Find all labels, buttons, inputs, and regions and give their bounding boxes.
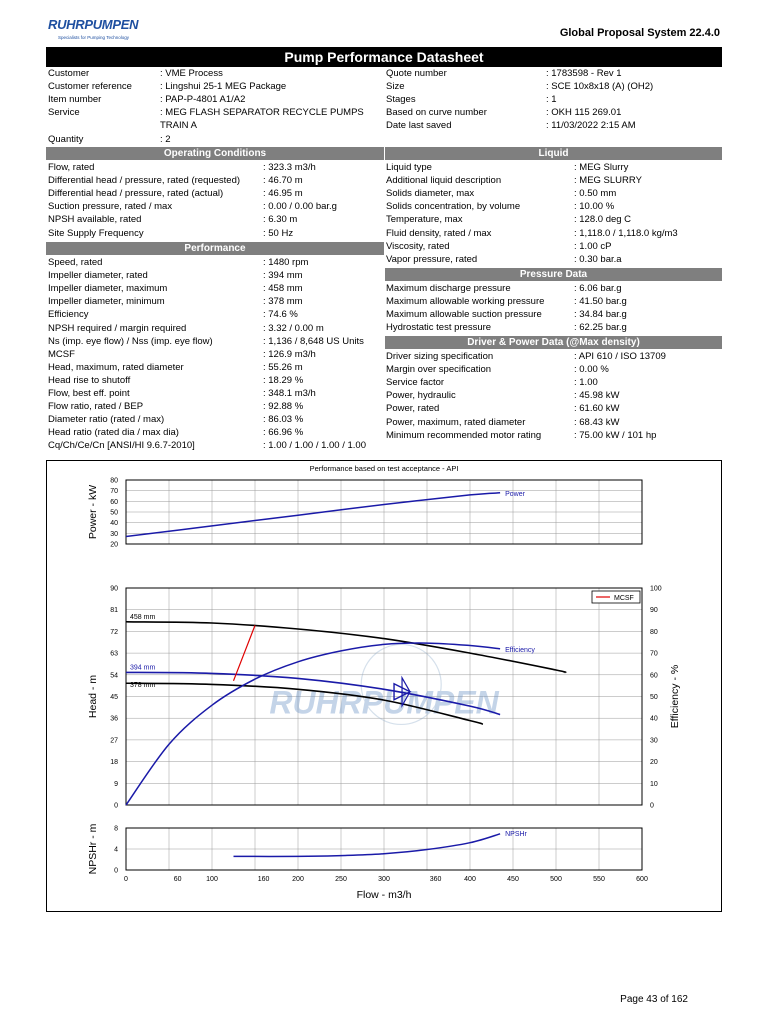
performance-value: : 1,136 / 8,648 US Units [263,335,364,347]
diameter-label: 394 mm [130,664,156,672]
liquid-value: : 1,118.0 / 1,118.0 kg/m3 [574,227,678,239]
npshr-panel-y-tick: 4 [114,846,118,854]
diameter-label: 378 mm [130,682,156,690]
driver-value: : 61.60 kW [574,403,620,415]
pressure-value: : 34.84 bar.g [574,309,627,321]
head-panel-y-tick: 36 [110,715,118,723]
pressure-label: Maximum discharge pressure [386,283,511,294]
section-driver-power: Driver & Power Data (@Max density) [385,336,722,349]
section-pressure-data: Pressure Data [385,268,722,281]
power-panel-y-tick: 60 [110,498,118,506]
performance-label: Cq/Ch/Ce/Cn [ANSI/HI 9.6.7-2010] [48,440,195,452]
driver-value: : 1.00 [574,377,598,389]
liquid-label: Fluid density, rated / max [386,227,492,239]
pressure-value: : 41.50 bar.g [574,296,627,308]
performance-value: : 458 mm [263,283,303,295]
head-panel-y-tick: 27 [110,737,118,745]
section-performance: Performance [46,242,384,255]
head-panel-y-tick: 90 [110,585,118,593]
efficiency-y-tick: 10 [650,780,658,788]
efficiency-y-label: Efficiency - % [669,664,681,729]
performance-value: : 378 mm [263,296,303,308]
operating-label: Site Supply Frequency [48,227,144,239]
power-panel-y-tick: 80 [110,477,118,485]
liquid-label: Solids concentration, by volume [386,201,521,213]
general-right-value: : SCE 10x8x18 (A) (OH2) [546,81,654,93]
general-left-label: Customer reference [48,81,132,93]
liquid-label: Solids diameter, max [386,188,475,200]
performance-value: : 126.9 m3/h [263,348,316,360]
efficiency-y-tick: 70 [650,650,658,658]
performance-label: Flow, best eff. point [48,388,130,399]
general-right-value: : OKH 115 269.01 [546,107,622,119]
efficiency-curve [126,643,500,805]
general-right-label: Based on curve number [386,107,487,119]
liquid-label: Liquid type [386,162,432,173]
pressure-label: Maximum allowable working pressure [386,296,545,308]
driver-label: Margin over specification [386,364,492,376]
x-tick: 200 [292,876,304,883]
driver-label: Minimum recommended motor rating [386,429,542,441]
head-curve-458mm [126,622,566,673]
power-panel-y-tick: 70 [110,488,118,496]
general-left-value: : PAP-P-4801 A1/A2 [160,94,246,106]
x-tick: 300 [378,876,390,883]
operating-value: : 46.95 m [263,188,303,200]
x-tick: 600 [636,876,648,883]
power-panel-y-tick: 30 [110,530,118,538]
pressure-label: Maximum allowable suction pressure [386,309,542,321]
npshr-curve-label: NPSHr [505,830,527,838]
datasheet-title: Pump Performance Datasheet [46,47,722,67]
pressure-value: : 62.25 bar.g [574,322,627,334]
driver-value: : API 610 / ISO 13709 [574,351,666,362]
head-panel-y-tick: 9 [114,780,118,788]
head-panel-y-tick: 63 [110,650,118,658]
general-right-label: Date last saved [386,120,452,132]
npshr-panel-y-tick: 8 [114,825,118,833]
performance-value: : 394 mm [263,270,303,282]
operating-label: Flow, rated [48,162,95,173]
driver-value: : 45.98 kW [574,390,620,402]
head-panel-y-label: Head - m [87,674,99,719]
x-tick: 0 [124,876,128,883]
pressure-value: : 6.06 bar.g [574,283,622,294]
performance-value: : 55.26 m [263,361,303,373]
power-curve-label: Power [505,490,525,498]
general-right-value: : 1 [546,94,557,106]
efficiency-y-tick: 100 [650,585,662,593]
efficiency-y-tick: 50 [650,694,658,701]
performance-value: : 348.1 m3/h [263,388,316,399]
efficiency-y-tick: 60 [650,672,658,680]
head-panel-y-tick: 0 [114,802,118,810]
performance-label: Ns (imp. eye flow) / Nss (imp. eye flow) [48,335,213,347]
head-panel-y-tick: 18 [110,759,118,767]
performance-value: : 66.96 % [263,427,304,439]
liquid-label: Vapor pressure, rated [386,253,478,265]
liquid-label: Additional liquid description [386,175,502,187]
performance-label: NPSH required / margin required [48,322,187,334]
legend-label-mcsf: MCSF [614,595,634,602]
performance-label: Impeller diameter, rated [48,270,148,282]
performance-chart [46,460,722,912]
performance-value: : 3.32 / 0.00 m [263,322,324,334]
system-version: Global Proposal System 22.4.0 [559,27,720,39]
performance-value: : 1.00 / 1.00 / 1.00 / 1.00 [263,440,366,452]
diameter-label: 458 mm [130,613,156,621]
driver-label: Service factor [386,377,445,389]
efficiency-y-tick: 0 [650,802,654,810]
general-right-value: : 11/03/2022 2:15 AM [546,120,636,132]
liquid-value: : 10.00 % [574,201,615,213]
general-left-value: : VME Process [160,68,223,79]
head-panel-y-tick: 81 [110,607,118,615]
general-right-value: : 1783598 - Rev 1 [546,68,622,79]
x-axis-label: Flow - m3/h [356,889,412,901]
power-panel-y-tick: 20 [110,541,118,549]
general-left-value: : 2 [160,133,171,145]
efficiency-y-tick: 80 [650,628,658,636]
performance-value: : 1480 rpm [263,257,309,268]
company-logo [48,17,178,47]
general-left-label: Customer [48,68,90,79]
efficiency-curve-label: Efficiency [505,646,535,654]
x-tick: 550 [593,876,605,883]
npshr-panel-y-tick: 0 [114,867,118,875]
x-tick: 500 [550,876,562,883]
operating-label: Differential head / pressure, rated (actual) [48,188,224,200]
liquid-value: : MEG Slurry [574,162,629,173]
general-left-value: : MEG FLASH SEPARATOR RECYCLE PUMPS [160,107,364,119]
liquid-value: : 1.00 cP [574,240,612,252]
head-panel-y-tick: 72 [110,628,118,636]
operating-value: : 6.30 m [263,214,298,226]
operating-label: Differential head / pressure, rated (requested) [48,175,241,187]
section-liquid: Liquid [385,147,722,160]
general-right-label: Quote number [386,68,447,79]
performance-label: Flow ratio, rated / BEP [48,401,144,413]
power-curve [126,493,500,537]
driver-label: Driver sizing specification [386,351,494,362]
liquid-value: : 0.50 mm [574,188,617,200]
pressure-label: Hydrostatic test pressure [386,322,492,334]
x-tick: 100 [206,876,218,883]
page-number: Page 43 of 162 [620,994,688,1005]
general-left-label: Quantity [48,133,84,145]
liquid-label: Viscosity, rated [386,240,450,252]
efficiency-y-tick: 30 [650,737,658,745]
power-panel-y-label: Power - kW [87,484,99,540]
operating-value: : 0.00 / 0.00 bar.g [263,201,337,213]
general-right-label: Size [386,81,405,93]
power-panel-y-tick: 40 [110,520,118,528]
performance-value: : 18.29 % [263,374,304,386]
npshr-panel-y-label: NPSHr - m [87,823,99,875]
operating-value: : 323.3 m3/h [263,162,316,173]
performance-label: Head, maximum, rated diameter [48,361,184,373]
performance-label: Head ratio (rated dia / max dia) [48,427,179,439]
general-right-label: Stages [386,94,416,106]
head-panel-y-tick: 54 [110,672,118,680]
efficiency-y-tick: 90 [650,607,658,615]
efficiency-y-tick: 20 [650,759,658,767]
performance-label: Impeller diameter, minimum [48,296,165,308]
driver-value: : 68.43 kW [574,416,620,428]
liquid-label: Temperature, max [386,214,463,226]
driver-label: Power, hydraulic [386,390,456,402]
section-operating-conditions: Operating Conditions [46,147,384,160]
logo-tagline: Specialists for Pumping Technology [58,35,129,40]
driver-label: Power, rated [386,403,440,415]
head-panel-y-tick: 45 [110,694,118,701]
performance-label: Head rise to shutoff [48,374,131,386]
operating-value: : 46.70 m [263,175,303,187]
performance-label: Diameter ratio (rated / max) [48,414,165,426]
liquid-value: : MEG SLURRY [574,175,642,187]
chart-title: Performance based on test acceptance - API [309,464,459,473]
x-tick: 360 [429,876,442,883]
performance-value: : 86.03 % [263,414,304,426]
driver-label: Power, maximum, rated diameter [386,416,526,428]
logo-text: RUHRPUMPEN [48,17,139,32]
performance-label: Impeller diameter, maximum [48,283,168,295]
x-tick: 60 [173,876,182,883]
performance-label: MCSF [48,348,75,360]
x-tick: 160 [257,876,270,883]
driver-value: : 0.00 % [574,364,609,376]
x-tick: 400 [464,876,476,883]
liquid-value: : 0.30 bar.a [574,253,622,265]
performance-label: Efficiency [48,309,89,321]
general-left-label: Item number [48,94,102,106]
x-tick: 250 [335,876,347,883]
x-tick: 450 [507,876,519,883]
operating-label: NPSH available, rated [48,214,142,226]
general-left-label: Service [48,107,80,119]
operating-value: : 50 Hz [263,227,294,239]
watermark [269,644,499,724]
liquid-value: : 128.0 deg C [574,214,632,226]
performance-label: Speed, rated [48,257,103,268]
performance-value: : 92.88 % [263,401,304,413]
driver-value: : 75.00 kW / 101 hp [574,429,657,441]
general-left-value: TRAIN A [160,120,197,132]
operating-label: Suction pressure, rated / max [48,201,173,213]
watermark-text: RUHRPUMPEN [269,684,499,721]
npshr-curve [234,834,501,857]
general-left-value: : Lingshui 25-1 MEG Package [160,81,287,93]
efficiency-y-tick: 40 [650,715,658,723]
performance-value: : 74.6 % [263,309,298,321]
power-panel-y-tick: 50 [110,509,118,517]
